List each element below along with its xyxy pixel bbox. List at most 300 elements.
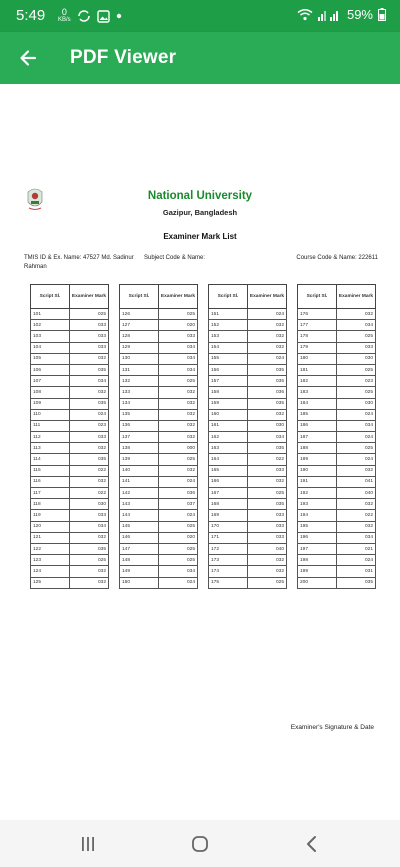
examiner-mark-cell: 034 xyxy=(337,320,376,331)
list-title: Examiner Mark List xyxy=(163,232,237,241)
table-row xyxy=(298,521,376,532)
nav-back-button[interactable] xyxy=(292,830,332,858)
table-row xyxy=(31,409,109,420)
course-info: Course Code & Name: 222611 xyxy=(296,255,378,261)
script-sl-cell: 143 xyxy=(120,499,159,510)
table-row xyxy=(120,532,198,543)
tmis-info: TMIS ID & Ex. Name: 47527 Md. Sadinur Rahman xyxy=(24,255,134,270)
table-row xyxy=(209,521,287,532)
script-sl-cell: 158 xyxy=(209,387,248,398)
script-sl-cell: 198 xyxy=(298,555,337,566)
script-sl-cell: 123 xyxy=(31,555,70,566)
table-row xyxy=(31,443,109,454)
script-sl-cell: 101 xyxy=(31,309,70,320)
examiner-mark-cell: 036 xyxy=(159,488,198,499)
table-row xyxy=(31,331,109,342)
table-row xyxy=(209,555,287,566)
script-sl-cell: 185 xyxy=(298,409,337,420)
table-row xyxy=(120,476,198,487)
examiner-mark-cell: 032 xyxy=(70,353,109,364)
examiner-mark-cell: 032 xyxy=(337,465,376,476)
table-row xyxy=(31,376,109,387)
examiner-mark-cell: 020 xyxy=(159,320,198,331)
signal-icon xyxy=(318,9,342,21)
examiner-mark-cell: 034 xyxy=(159,364,198,375)
script-sl-cell: 126 xyxy=(120,309,159,320)
script-sl-cell: 132 xyxy=(120,376,159,387)
table-row xyxy=(120,331,198,342)
script-sl-cell: 121 xyxy=(31,532,70,543)
script-sl-cell: 193 xyxy=(298,499,337,510)
examiner-mark-cell: 023 xyxy=(337,376,376,387)
pdf-page xyxy=(20,184,380,754)
examiner-mark-cell: 025 xyxy=(159,454,198,465)
table-row xyxy=(120,309,198,320)
examiner-mark-cell: 033 xyxy=(248,510,287,521)
examiner-mark-cell: 024 xyxy=(337,454,376,465)
table-row xyxy=(298,342,376,353)
examiner-mark-cell: 033 xyxy=(70,331,109,342)
table-row xyxy=(120,398,198,409)
table-row xyxy=(31,454,109,465)
examiner-mark-cell: 035 xyxy=(248,443,287,454)
examiner-mark-cell: 024 xyxy=(159,476,198,487)
script-sl-cell: 156 xyxy=(209,364,248,375)
table-header-row xyxy=(209,285,287,309)
table-row xyxy=(209,420,287,431)
university-name: National University xyxy=(147,190,253,202)
examiner-mark-header: Examiner Mark xyxy=(248,285,287,309)
script-sl-cell: 107 xyxy=(31,376,70,387)
table-row xyxy=(209,577,287,588)
table-row xyxy=(298,420,376,431)
script-sl-cell: 182 xyxy=(298,376,337,387)
script-sl-cell: 106 xyxy=(31,364,70,375)
table-row xyxy=(298,409,376,420)
table-header-row xyxy=(298,285,376,309)
examiner-mark-cell: 035 xyxy=(337,577,376,588)
examiner-mark-header: Examiner Mark xyxy=(159,285,198,309)
home-button[interactable] xyxy=(180,830,220,858)
table-row xyxy=(31,309,109,320)
script-sl-cell: 114 xyxy=(31,454,70,465)
table-row xyxy=(120,499,198,510)
examiner-mark-cell: 032 xyxy=(70,532,109,543)
table-row xyxy=(209,465,287,476)
script-sl-cell: 108 xyxy=(31,387,70,398)
examiner-mark-cell: 024 xyxy=(248,353,287,364)
table-row xyxy=(120,454,198,465)
table-row xyxy=(209,409,287,420)
speed-value: 0 xyxy=(61,7,67,17)
script-sl-cell: 147 xyxy=(120,543,159,554)
examiner-mark-cell: 035 xyxy=(248,398,287,409)
examiner-mark-cell: 033 xyxy=(70,510,109,521)
examiner-mark-cell: 032 xyxy=(248,320,287,331)
script-sl-cell: 130 xyxy=(120,353,159,364)
table-row xyxy=(31,353,109,364)
examiner-mark-cell: 025 xyxy=(159,376,198,387)
examiner-mark-cell: 034 xyxy=(159,566,198,577)
script-sl-cell: 178 xyxy=(298,331,337,342)
examiner-mark-cell: 024 xyxy=(70,409,109,420)
table-row xyxy=(298,454,376,465)
examiner-mark-cell: 034 xyxy=(159,342,198,353)
pdf-viewer[interactable] xyxy=(0,84,400,820)
script-sl-cell: 133 xyxy=(120,387,159,398)
examiner-signature-label: Examiner's Signature & Date xyxy=(290,724,374,731)
examiner-mark-cell: 022 xyxy=(248,454,287,465)
table-row xyxy=(298,499,376,510)
script-sl-cell: 191 xyxy=(298,476,337,487)
examiner-mark-cell: 032 xyxy=(248,566,287,577)
examiner-mark-cell: 022 xyxy=(70,465,109,476)
table-row xyxy=(209,476,287,487)
script-sl-cell: 146 xyxy=(120,532,159,543)
table-row xyxy=(31,543,109,554)
recents-icon xyxy=(80,836,96,852)
table-row xyxy=(298,309,376,320)
examiner-mark-cell: 040 xyxy=(337,488,376,499)
table-row xyxy=(209,376,287,387)
examiner-mark-cell: 034 xyxy=(70,521,109,532)
script-sl-cell: 195 xyxy=(298,521,337,532)
script-sl-cell: 118 xyxy=(31,499,70,510)
examiner-mark-cell: 032 xyxy=(337,499,376,510)
script-sl-cell: 129 xyxy=(120,342,159,353)
examiner-mark-cell: 025 xyxy=(70,309,109,320)
script-sl-cell: 139 xyxy=(120,454,159,465)
script-sl-cell: 170 xyxy=(209,521,248,532)
examiner-mark-cell: 032 xyxy=(337,309,376,320)
script-sl-cell: 127 xyxy=(120,320,159,331)
table-row xyxy=(209,443,287,454)
script-sl-cell: 189 xyxy=(298,454,337,465)
examiner-mark-cell: 033 xyxy=(70,320,109,331)
table-row xyxy=(31,499,109,510)
table-row xyxy=(298,398,376,409)
table-row xyxy=(298,432,376,443)
table-row xyxy=(31,566,109,577)
table-row xyxy=(120,577,198,588)
table-row xyxy=(31,510,109,521)
table-row xyxy=(209,331,287,342)
table-row xyxy=(31,364,109,375)
examiner-mark-header: Examiner Mark xyxy=(337,285,376,309)
script-sl-cell: 194 xyxy=(298,510,337,521)
table-row xyxy=(298,320,376,331)
table-row xyxy=(31,465,109,476)
recents-button[interactable] xyxy=(68,830,108,858)
script-sl-cell: 160 xyxy=(209,409,248,420)
script-sl-cell: 148 xyxy=(120,555,159,566)
script-sl-cell: 163 xyxy=(209,443,248,454)
table-row xyxy=(209,499,287,510)
table-row xyxy=(31,387,109,398)
table-row xyxy=(120,443,198,454)
script-sl-cell: 105 xyxy=(31,353,70,364)
table-row xyxy=(120,432,198,443)
script-sl-cell: 136 xyxy=(120,420,159,431)
table-header-row xyxy=(120,285,198,309)
examiner-mark-cell: 036 xyxy=(248,387,287,398)
examiner-mark-cell: 032 xyxy=(159,420,198,431)
table-row xyxy=(31,342,109,353)
table-row xyxy=(120,353,198,364)
table-row xyxy=(209,387,287,398)
script-sl-cell: 173 xyxy=(209,555,248,566)
table-row xyxy=(120,387,198,398)
table-row xyxy=(209,532,287,543)
table-row xyxy=(120,555,198,566)
examiner-mark-cell: 034 xyxy=(159,353,198,364)
examiner-mark-cell: 025 xyxy=(248,577,287,588)
script-sl-cell: 135 xyxy=(120,409,159,420)
examiner-mark-cell: 033 xyxy=(337,342,376,353)
examiner-mark-cell: 032 xyxy=(70,443,109,454)
examiner-mark-cell: 032 xyxy=(248,331,287,342)
script-sl-cell: 157 xyxy=(209,376,248,387)
table-row xyxy=(209,454,287,465)
examiner-mark-cell: 032 xyxy=(159,432,198,443)
table-row xyxy=(298,510,376,521)
table-row xyxy=(209,510,287,521)
examiner-mark-cell: 032 xyxy=(248,476,287,487)
examiner-mark-cell: 025 xyxy=(248,488,287,499)
table-row xyxy=(120,320,198,331)
script-sl-header: Script Sl. xyxy=(209,285,248,309)
script-sl-cell: 150 xyxy=(120,577,159,588)
script-sl-cell: 164 xyxy=(209,454,248,465)
table-row xyxy=(298,577,376,588)
table-row xyxy=(31,555,109,566)
table-row xyxy=(298,376,376,387)
table-row xyxy=(298,465,376,476)
examiner-mark-cell: 032 xyxy=(248,409,287,420)
gallery-icon xyxy=(97,10,110,23)
table-row xyxy=(209,543,287,554)
battery-icon xyxy=(378,8,386,21)
examiner-mark-cell: 032 xyxy=(159,387,198,398)
examiner-mark-cell: 022 xyxy=(70,488,109,499)
examiner-mark-cell: 037 xyxy=(159,499,198,510)
examiner-mark-cell: 033 xyxy=(70,342,109,353)
examiner-mark-cell: 033 xyxy=(159,331,198,342)
table-row xyxy=(120,566,198,577)
examiner-mark-cell: 024 xyxy=(337,432,376,443)
fb-icon xyxy=(77,9,91,23)
script-sl-cell: 165 xyxy=(209,465,248,476)
table-row xyxy=(31,488,109,499)
script-sl-cell: 124 xyxy=(31,566,70,577)
script-sl-cell: 162 xyxy=(209,432,248,443)
home-icon xyxy=(191,835,209,853)
table-row xyxy=(298,353,376,364)
examiner-mark-cell: 000 xyxy=(159,443,198,454)
script-sl-cell: 174 xyxy=(209,566,248,577)
table-row xyxy=(298,476,376,487)
examiner-mark-cell: 031 xyxy=(337,566,376,577)
examiner-mark-cell: 033 xyxy=(248,532,287,543)
table-row xyxy=(298,331,376,342)
script-sl-cell: 125 xyxy=(31,577,70,588)
examiner-mark-cell: 035 xyxy=(70,454,109,465)
examiner-mark-cell: 032 xyxy=(70,577,109,588)
table-row xyxy=(31,432,109,443)
script-sl-cell: 181 xyxy=(298,364,337,375)
script-sl-cell: 179 xyxy=(298,342,337,353)
examiner-mark-cell: 030 xyxy=(248,420,287,431)
examiner-mark-cell: 040 xyxy=(248,543,287,554)
examiner-mark-cell: 035 xyxy=(248,376,287,387)
table-row xyxy=(209,432,287,443)
examiner-mark-cell: 025 xyxy=(337,331,376,342)
script-sl-cell: 120 xyxy=(31,521,70,532)
speed-unit: KB/s xyxy=(58,17,71,23)
script-sl-cell: 172 xyxy=(209,543,248,554)
script-sl-cell: 151 xyxy=(209,309,248,320)
script-sl-cell: 168 xyxy=(209,499,248,510)
examiner-mark-cell: 035 xyxy=(248,364,287,375)
nav-back-icon xyxy=(304,835,320,853)
table-row xyxy=(298,532,376,543)
table-row xyxy=(31,398,109,409)
table-row xyxy=(298,387,376,398)
table-row xyxy=(120,376,198,387)
examiner-mark-cell: 035 xyxy=(70,398,109,409)
status-bar xyxy=(0,0,400,32)
examiner-mark-cell: 032 xyxy=(248,342,287,353)
subject-info: Subject Code & Name: xyxy=(144,255,206,261)
script-sl-cell: 184 xyxy=(298,398,337,409)
examiner-mark-cell: 030 xyxy=(337,353,376,364)
examiner-mark-cell: 032 xyxy=(159,398,198,409)
examiner-mark-cell: 034 xyxy=(337,420,376,431)
examiner-mark-cell: 035 xyxy=(248,499,287,510)
examiner-mark-cell: 034 xyxy=(337,532,376,543)
script-sl-cell: 196 xyxy=(298,532,337,543)
table-row xyxy=(209,309,287,320)
table-row xyxy=(298,488,376,499)
table-row xyxy=(31,532,109,543)
script-sl-cell: 111 xyxy=(31,420,70,431)
script-sl-cell: 119 xyxy=(31,510,70,521)
network-speed xyxy=(58,8,71,24)
examiner-mark-cell: 024 xyxy=(248,309,287,320)
examiner-mark-cell: 032 xyxy=(159,409,198,420)
battery-percent: 59% xyxy=(346,7,373,22)
script-sl-cell: 153 xyxy=(209,331,248,342)
table-row xyxy=(298,555,376,566)
examiner-mark-cell: 035 xyxy=(70,364,109,375)
app-bar xyxy=(0,32,400,84)
script-sl-cell: 149 xyxy=(120,566,159,577)
script-sl-cell: 154 xyxy=(209,342,248,353)
examiner-mark-cell: 032 xyxy=(70,566,109,577)
wifi-icon xyxy=(297,8,313,21)
table-row xyxy=(31,521,109,532)
script-sl-cell: 117 xyxy=(31,488,70,499)
script-sl-cell: 104 xyxy=(31,342,70,353)
table-row xyxy=(209,353,287,364)
examiner-mark-cell: 030 xyxy=(337,398,376,409)
examiner-mark-cell: 024 xyxy=(337,409,376,420)
script-sl-cell: 188 xyxy=(298,443,337,454)
examiner-mark-cell: 030 xyxy=(70,499,109,510)
examiner-mark-cell: 022 xyxy=(337,510,376,521)
script-sl-cell: 171 xyxy=(209,532,248,543)
examiner-mark-cell: 023 xyxy=(70,420,109,431)
script-sl-cell: 176 xyxy=(298,309,337,320)
table-row xyxy=(209,398,287,409)
script-sl-cell: 122 xyxy=(31,543,70,554)
examiner-mark-cell: 025 xyxy=(70,555,109,566)
examiner-mark-cell: 032 xyxy=(70,476,109,487)
examiner-mark-cell: 034 xyxy=(248,432,287,443)
mark-table xyxy=(297,284,376,589)
script-sl-cell: 183 xyxy=(298,387,337,398)
script-sl-cell: 152 xyxy=(209,320,248,331)
examiner-mark-cell: 020 xyxy=(159,532,198,543)
table-row xyxy=(31,320,109,331)
script-sl-cell: 187 xyxy=(298,432,337,443)
examiner-mark-cell: 032 xyxy=(70,387,109,398)
back-arrow-icon xyxy=(18,48,38,68)
examiner-mark-cell: 041 xyxy=(337,476,376,487)
examiner-mark-cell: 025 xyxy=(337,443,376,454)
script-sl-cell: 159 xyxy=(209,398,248,409)
script-sl-cell: 144 xyxy=(120,510,159,521)
script-sl-cell: 166 xyxy=(209,476,248,487)
script-sl-cell: 103 xyxy=(31,331,70,342)
examiner-mark-cell: 025 xyxy=(159,521,198,532)
examiner-mark-cell: 024 xyxy=(337,555,376,566)
table-row xyxy=(120,342,198,353)
table-row xyxy=(209,566,287,577)
examiner-mark-cell: 021 xyxy=(337,543,376,554)
examiner-mark-header: Examiner Mark xyxy=(70,285,109,309)
app-title: PDF Viewer xyxy=(70,47,177,68)
back-button[interactable] xyxy=(12,42,44,74)
script-sl-cell: 186 xyxy=(298,420,337,431)
examiner-mark-cell: 034 xyxy=(70,376,109,387)
script-sl-cell: 197 xyxy=(298,543,337,554)
script-sl-cell: 161 xyxy=(209,420,248,431)
table-row xyxy=(298,543,376,554)
script-sl-header: Script Sl. xyxy=(120,285,159,309)
table-row xyxy=(120,510,198,521)
script-sl-cell: 140 xyxy=(120,465,159,476)
examiner-mark-cell: 032 xyxy=(159,465,198,476)
script-sl-cell: 110 xyxy=(31,409,70,420)
table-row xyxy=(209,364,287,375)
script-sl-cell: 137 xyxy=(120,432,159,443)
script-sl-cell: 175 xyxy=(209,577,248,588)
table-row xyxy=(209,488,287,499)
table-row xyxy=(209,320,287,331)
script-sl-header: Script Sl. xyxy=(31,285,70,309)
script-sl-cell: 128 xyxy=(120,331,159,342)
examiner-mark-cell: 033 xyxy=(248,465,287,476)
table-row xyxy=(31,577,109,588)
table-row xyxy=(298,364,376,375)
examiner-mark-cell: 025 xyxy=(159,555,198,566)
examiner-mark-cell: 032 xyxy=(248,555,287,566)
examiner-mark-cell: 032 xyxy=(337,521,376,532)
script-sl-cell: 115 xyxy=(31,465,70,476)
script-sl-cell: 199 xyxy=(298,566,337,577)
script-sl-cell: 167 xyxy=(209,488,248,499)
